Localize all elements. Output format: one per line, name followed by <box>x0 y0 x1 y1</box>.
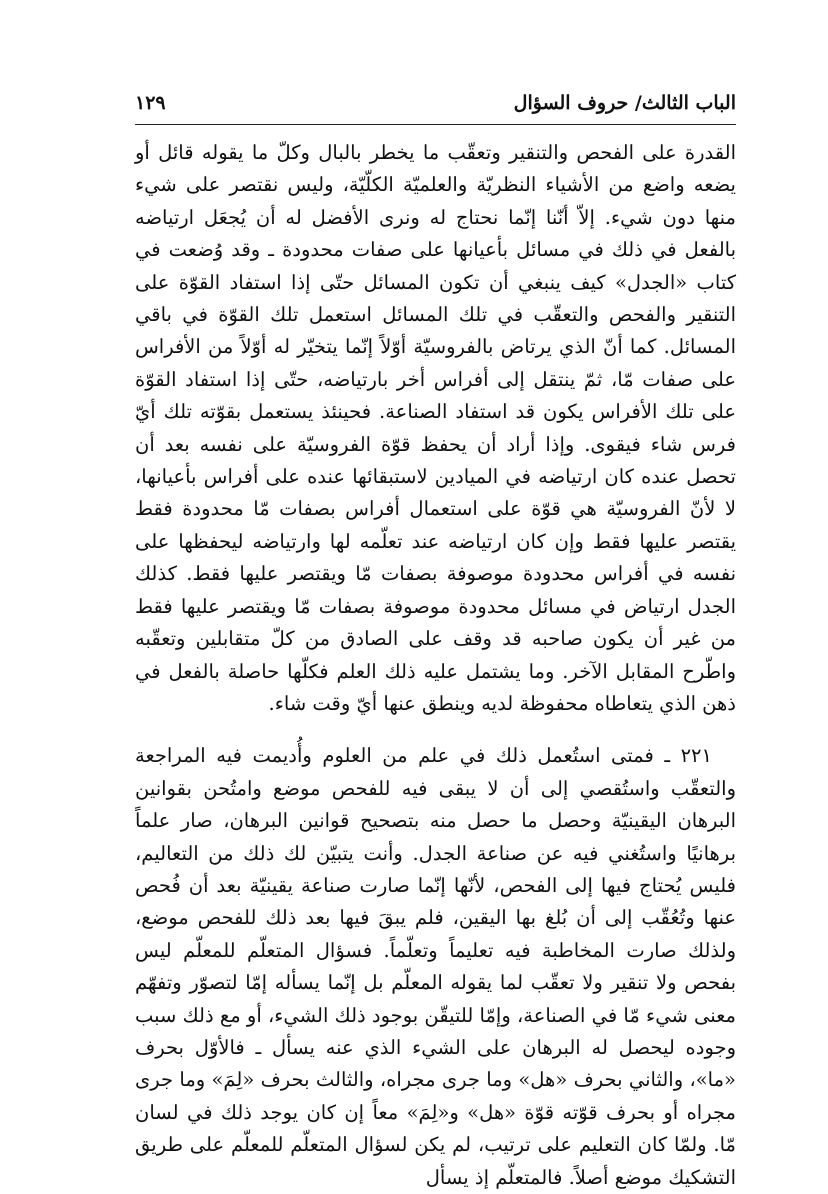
header-divider <box>135 124 736 125</box>
chapter-title: الباب الثالث/ حروف السؤال <box>513 92 736 114</box>
paragraph-2: ٢٢١ ـ فمتى استُعمل ذلك في علم من العلوم وأُديمت فيه المراجعة والتعقّب واستُقصي إلى أن لا يبقى فيه للفحص موضع وامتُحن بقوانين البرهان اليقينيّة وحصل ما حصل منه بتصحيح قوانين البرهان، صار علماً برهانيًا واستُغني فيه عن صناعة الجدل. وأنت يتبيّن لك ذلك من التعاليم، فليس يُحتاج فيها إلى الفحص، لأنّها إنّما صارت صناعة يقينيّة بعد أن فُحص عنها وتُعُقّب إلى أن بُلغ بها اليقين، فلم يبقَ فيها بعد ذلك للفحص موضع، ولذلك صارت المخاطبة فيه تعليماً وتعلّماً. فسؤال المتعلّم للمعلّم ليس بفحص ولا تنقير ولا تعقّب لما يقوله المعلّم بل إنّما يسأله إمّا لتصوّر وتفهّم معنى شيء مّا في الصناعة، وإمّا للتيقّن بوجود ذلك الشيء، أو مع ذلك سبب وجوده ليحصل له البرهان على الشيء الذي عنه يسأل ـ فالأوّل بحرف «ما»، والثاني بحرف «هل» وما جرى مجراه، والثالث بحرف «لِمَ» وما جرى مجراه أو بحرف قوّته قوّة «هل» و«لِمَ» معاً إن كان يوجد ذلك في لسان مّا. ولمّا كان التعليم على ترتيب، لم يكن لسؤال المتعلّم للمعلّم على طريق التشكيك موضع أصلاً. فالمتعلّم إذ يسأل <box>135 744 736 1189</box>
paragraph-1: القدرة على الفحص والتنقير وتعقّب ما يخطر بالبال وكلّ ما يقوله قائل أو يضعه واضع من الأشياء النظريّة والعلميّة الكلّيّة، وليس نقتصر على شيء منها دون شيء. إلاّ أنّنا إنّما نحتاج له ونرى الأفضل له أن يُجعَل ارتياضه بالفعل في ذلك في مسائل بأعيانها على صفات محدودة ـ وقد وُضعت في كتاب «الجدل» كيف ينبغي أن تكون المسائل حتّى إذا استفاد القوّة على التنقير والفحص والتعقّب في تلك المسائل استعمل تلك القوّة في باقي المسائل. كما أنّ الذي يرتاض بالفروسيّة أوّلاً إنّما يتخيّر له أوّلاً من الأفراس على صفات مّا، ثمّ ينتقل إلى أفراس أخر بارتياضه، حتّى إذا استفاد القوّة على تلك الأفراس يكون قد استفاد الصناعة. فحينئذ يستعمل بقوّته تلك أيّ فرس شاء فيقوى. وإذا أراد أن يحفظ قوّة الفروسيّة على نفسه بعد أن تحصل عنده كان ارتياضه في الميادين لاستبقائها عنده على أفراس بأعيانها، لا لأنّ الفروسيّة هي قوّة على استعمال أفراس بصفات مّا محدودة فقط يقتصر عليها فقط وإن كان ارتياضه عند تعلّمه لها وارتياضه ليحفظها على نفسه في أفراس محدودة موصوفة بصفات مّا ويقتصر عليها فقط. كذلك الجدل ارتياض في مسائل محدودة موصوفة بصفات مّا ويقتصر عليها فقط من غير أن يكون صاحبه قد وقف على الصادق من كلّ متقابلين وتعقّبه واطّرح المقابل الآخر. وما يشتمل عليه ذلك العلم فكلّها حاصلة بالفعل في ذهن الذي يتعاطاه محفوظة لديه وينطق عنها أيّ وقت شاء. <box>135 141 736 715</box>
body-text <box>135 137 736 1194</box>
page-number: ١٢٩ <box>135 92 166 114</box>
running-header <box>135 88 736 120</box>
